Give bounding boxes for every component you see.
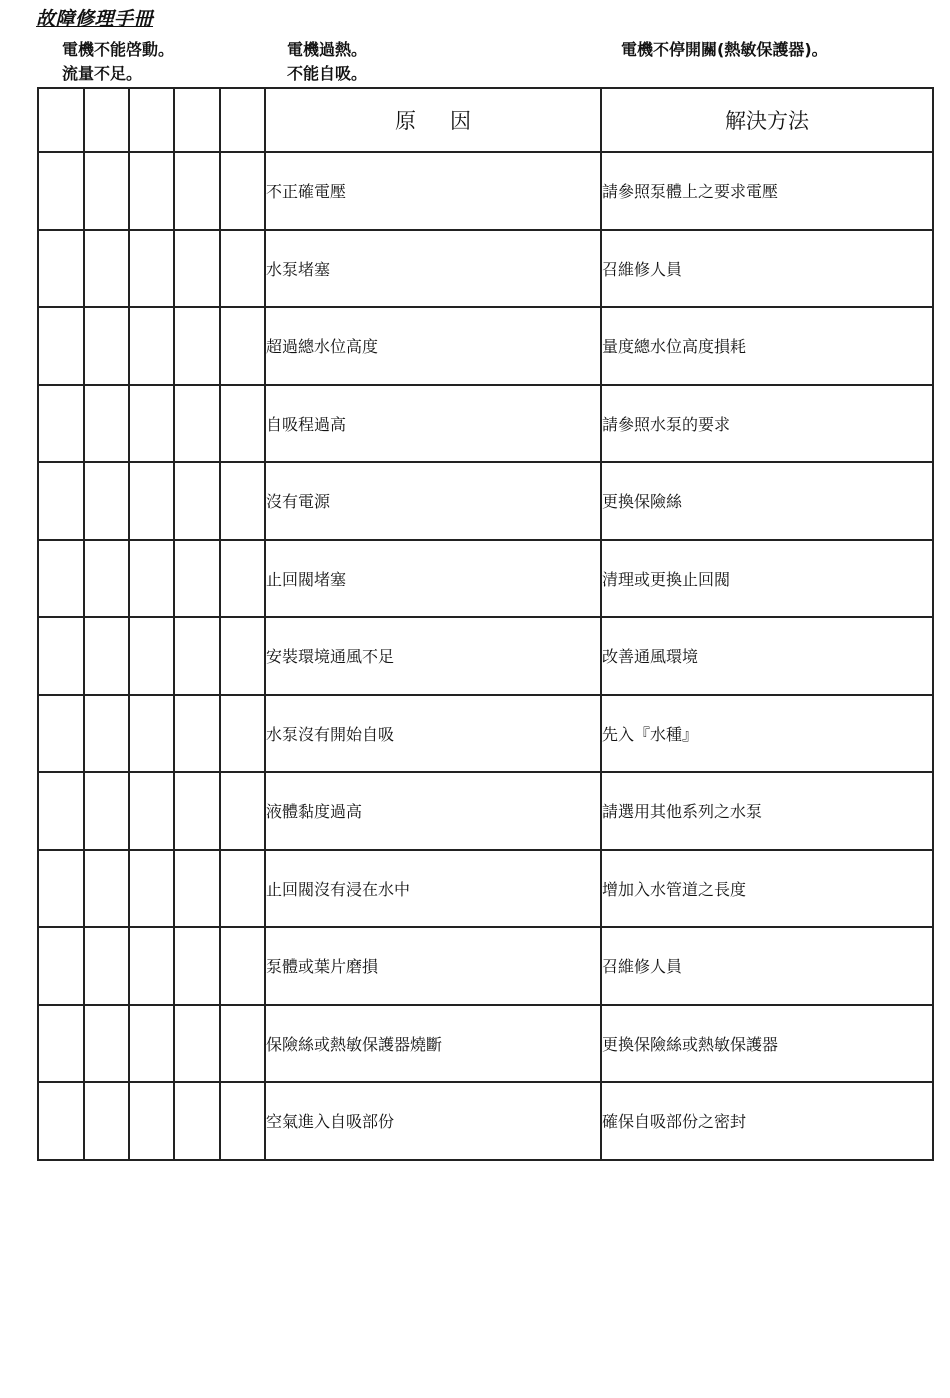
cause-cell: 超過總水位高度 [265,307,601,385]
symptom-check-cell [220,230,265,308]
symptom-motor-overheating: 電機過熱。 [287,40,368,59]
symptom-check-cell [129,927,174,1005]
symptom-check-cell [38,617,84,695]
symptom-check-cell [174,462,220,540]
solution-cell: 請參照水泵的要求 [601,385,933,463]
solution-cell: 請選用其他系列之水泵 [601,772,933,850]
symptom-check-cell [129,617,174,695]
symptom-check-cell [174,385,220,463]
table-row [38,772,933,850]
symptom-no-self-priming: 不能自吸。 [287,64,368,83]
solution-cell: 確保自吸部份之密封 [601,1082,933,1160]
symptom-check-cell [84,1082,129,1160]
symptom-check-cell [174,617,220,695]
symptom-check-cell [129,850,174,928]
table-row [38,1082,933,1160]
symptom-check-cell [129,462,174,540]
symptom-check-cell [174,230,220,308]
solution-cell: 量度總水位高度損耗 [601,307,933,385]
symptom-insufficient-flow: 流量不足。 [62,64,143,83]
symptom-check-cell [38,772,84,850]
symptom-check-cell [84,152,129,230]
symptom-check-cell [84,540,129,618]
solution-cell: 清理或更換止回閥 [601,540,933,618]
symptom-check-cell [174,927,220,1005]
cause-cell: 水泵沒有開始自吸 [265,695,601,773]
table-row [38,462,933,540]
symptom-check-cell [220,927,265,1005]
cause-cell: 止回閥沒有浸在水中 [265,850,601,928]
symptom-column-header-3 [129,88,174,152]
symptom-check-cell [84,695,129,773]
table-row [38,385,933,463]
symptom-column-header-1 [38,88,84,152]
cause-cell: 止回閥堵塞 [265,540,601,618]
symptom-check-cell [220,307,265,385]
solution-cell: 先入『水種』 [601,695,933,773]
symptom-check-cell [220,772,265,850]
symptom-check-cell [129,540,174,618]
symptom-check-cell [129,772,174,850]
symptom-check-cell [38,850,84,928]
symptom-check-cell [84,1005,129,1083]
symptom-column-header-5 [220,88,265,152]
symptom-check-cell [174,1005,220,1083]
symptom-check-cell [84,230,129,308]
table-header-row [38,88,933,152]
table-row [38,927,933,1005]
symptom-check-cell [84,850,129,928]
cause-cell: 空氣進入自吸部份 [265,1082,601,1160]
symptom-check-cell [38,1082,84,1160]
symptom-check-cell [220,540,265,618]
symptom-check-cell [220,1082,265,1160]
symptom-check-cell [84,772,129,850]
symptom-check-cell [220,695,265,773]
symptom-check-cell [129,695,174,773]
symptom-check-cell [220,1005,265,1083]
symptom-check-cell [129,152,174,230]
troubleshooting-table [37,87,934,1161]
symptom-check-cell [38,152,84,230]
table-row [38,152,933,230]
symptom-check-cell [220,152,265,230]
symptom-check-cell [129,307,174,385]
solution-cell: 召維修人員 [601,927,933,1005]
symptom-motor-not-starting: 電機不能啓動。 [62,40,175,59]
symptom-check-cell [84,462,129,540]
symptom-check-cell [84,307,129,385]
symptom-check-cell [38,230,84,308]
symptom-check-cell [129,1082,174,1160]
symptom-check-cell [129,1005,174,1083]
table-row [38,617,933,695]
symptom-check-cell [174,152,220,230]
symptom-motor-cycling: 電機不停開關(熱敏保護器)。 [621,40,828,59]
symptom-check-cell [220,850,265,928]
table-row [38,850,933,928]
cause-cell: 自吸程過高 [265,385,601,463]
symptom-check-cell [38,695,84,773]
symptom-check-cell [38,540,84,618]
cause-cell: 液體黏度過高 [265,772,601,850]
symptom-check-cell [38,1005,84,1083]
symptom-check-cell [174,850,220,928]
symptom-check-cell [220,385,265,463]
symptom-check-cell [174,307,220,385]
symptom-check-cell [129,230,174,308]
symptom-check-cell [84,385,129,463]
symptom-check-cell [174,1082,220,1160]
cause-cell: 安裝環境通風不足 [265,617,601,695]
symptom-check-cell [38,462,84,540]
solution-cell: 更換保險絲 [601,462,933,540]
cause-column-header: 原因 [265,88,601,152]
solution-cell: 增加入水管道之長度 [601,850,933,928]
manual-title: 故障修理手冊 [36,8,154,30]
solution-cell: 請參照泵體上之要求電壓 [601,152,933,230]
symptom-check-cell [84,617,129,695]
symptom-check-cell [174,695,220,773]
symptom-check-cell [174,772,220,850]
symptom-check-cell [220,462,265,540]
symptom-column-header-4 [174,88,220,152]
table-row [38,230,933,308]
cause-cell: 沒有電源 [265,462,601,540]
symptom-check-cell [220,617,265,695]
table-row [38,1005,933,1083]
symptom-check-cell [38,307,84,385]
symptom-check-cell [38,385,84,463]
cause-cell: 不正確電壓 [265,152,601,230]
cause-cell: 泵體或葉片磨損 [265,927,601,1005]
symptom-check-cell [129,385,174,463]
solution-column-header: 解決方法 [601,88,933,152]
table-row [38,307,933,385]
solution-cell: 改善通風環境 [601,617,933,695]
cause-cell: 水泵堵塞 [265,230,601,308]
solution-cell: 更換保險絲或熱敏保護器 [601,1005,933,1083]
symptom-check-cell [38,927,84,1005]
symptom-check-cell [84,927,129,1005]
symptom-column-header-2 [84,88,129,152]
table-row [38,695,933,773]
cause-cell: 保險絲或熱敏保護器燒斷 [265,1005,601,1083]
table-row [38,540,933,618]
symptom-check-cell [174,540,220,618]
solution-cell: 召維修人員 [601,230,933,308]
